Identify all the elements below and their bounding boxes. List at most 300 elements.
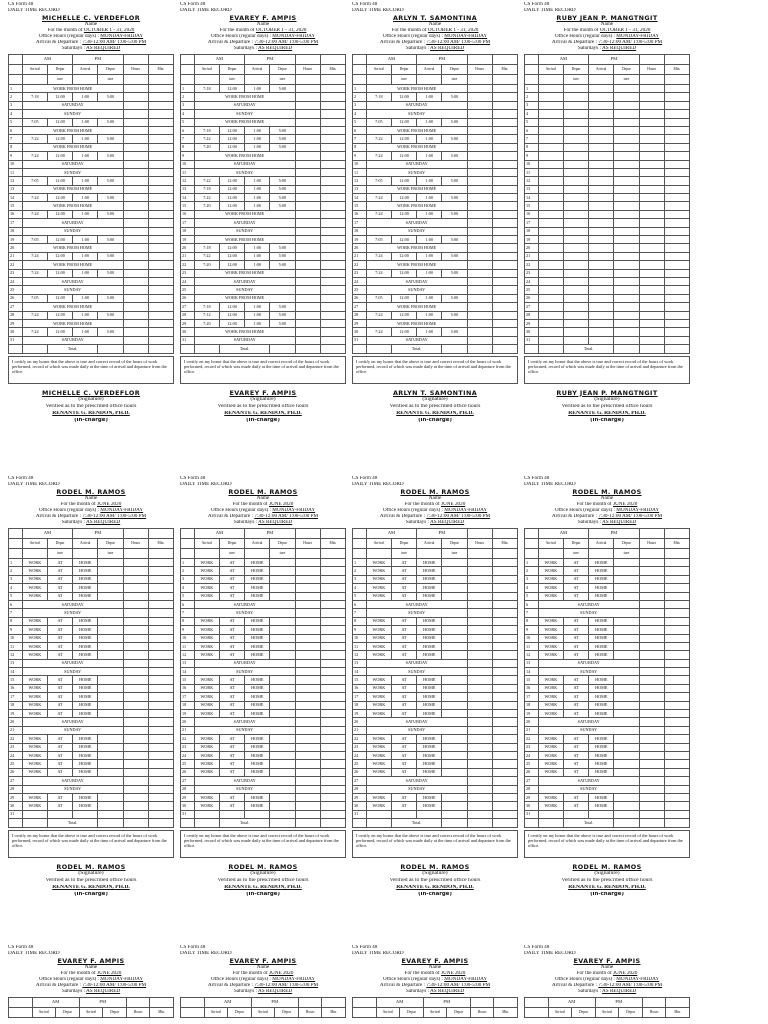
at-label: AT <box>47 701 72 709</box>
saturday-label: SATURDAY <box>22 777 123 785</box>
day-row <box>181 311 346 319</box>
at-label: AT <box>563 626 588 634</box>
day-number: 2 <box>353 93 367 101</box>
dtr-card <box>180 2 346 425</box>
am-departure: 12:00 <box>391 118 416 126</box>
header-pm: PM <box>417 529 467 539</box>
day-number: 21 <box>353 252 367 260</box>
verified-label: Verified as to the prescribed office hours <box>389 403 481 409</box>
day-row <box>181 575 346 583</box>
am-departure: 12:00 <box>391 210 416 218</box>
day-number: 15 <box>353 202 367 210</box>
saturdays-label: Saturdays : <box>405 46 430 51</box>
at-label: AT <box>391 575 416 583</box>
at-label: AT <box>391 559 416 567</box>
at-label: AT <box>47 710 72 718</box>
day-row <box>181 735 346 743</box>
day-row <box>9 575 174 583</box>
work-label: WORK <box>538 684 563 692</box>
am-departure: 12:00 <box>219 126 244 134</box>
day-number: 18 <box>9 701 23 709</box>
day-number: 2 <box>525 93 539 101</box>
day-row <box>9 160 174 168</box>
day-number: 17 <box>181 219 195 227</box>
day-row <box>181 609 346 617</box>
verified-label: Verified as to the prescribed office hours <box>45 877 137 883</box>
pm-departure: 5:00 <box>270 126 295 134</box>
col-depar: Depar <box>98 65 123 75</box>
col-hours: Hours <box>639 65 664 75</box>
col-depar: Depar <box>442 65 467 75</box>
home-label: HOME <box>589 760 614 768</box>
arrival-value: 7:30-12:00 AM/ 1:00-5:00 PM <box>254 514 319 519</box>
col-hours: Hours <box>298 1008 322 1018</box>
day-number: 19 <box>9 710 23 718</box>
day-row <box>525 642 690 650</box>
work-label: WORK <box>538 760 563 768</box>
arrival-time: 7:12 <box>194 311 219 319</box>
saturday-label: SATURDAY <box>22 336 123 344</box>
am-departure: 12:00 <box>47 311 72 319</box>
day-number: 19 <box>525 710 539 718</box>
work-from-home-label: WORK FROM HOME <box>366 319 467 327</box>
saturday-label: SATURDAY <box>22 600 123 608</box>
day-row <box>181 710 346 718</box>
day-number: 7 <box>353 135 367 143</box>
col-depar: Depar <box>614 539 639 549</box>
signatory-name: RODEL M. RAMOS <box>400 863 470 871</box>
work-from-home-label: WORK FROM HOME <box>194 269 295 277</box>
day-number: 28 <box>353 311 367 319</box>
day-number: 28 <box>9 785 23 793</box>
day-number: 6 <box>181 600 195 608</box>
day-number: 9 <box>525 152 539 160</box>
am-departure: 12:00 <box>391 177 416 185</box>
home-label: HOME <box>73 584 98 592</box>
col-depar: Depar <box>270 65 295 75</box>
day-row <box>353 252 518 260</box>
day-number: 12 <box>525 651 539 659</box>
certification-text: I certify on my honor that the above is true and correct record of the hours of work performed, record of which was made daily at the time of arrival and departure from the office. <box>524 356 690 384</box>
work-label: WORK <box>538 567 563 575</box>
day-row <box>9 202 174 210</box>
month-prefix: For the month of <box>391 28 427 33</box>
day-number: 18 <box>525 701 539 709</box>
arrival-time: 7:24 <box>366 269 391 277</box>
verifier-name: RENANTE G. RENDON, PH.D. <box>52 884 130 890</box>
form-title: DAILY TIME RECORD <box>8 482 60 487</box>
pm-departure: 5:00 <box>270 202 295 210</box>
col-ture: ture <box>391 549 416 559</box>
day-number: 17 <box>9 219 23 227</box>
arrival-time: 7:22 <box>22 135 47 143</box>
day-number: 3 <box>353 575 367 583</box>
day-number: 5 <box>181 118 195 126</box>
day-number: 31 <box>9 810 23 818</box>
work-label: WORK <box>194 768 219 776</box>
day-number: 13 <box>353 185 367 193</box>
saturday-label: SATURDAY <box>366 336 467 344</box>
home-label: HOME <box>73 642 98 650</box>
at-label: AT <box>47 651 72 659</box>
home-label: HOME <box>417 634 442 642</box>
day-row <box>525 659 690 667</box>
day-number: 18 <box>9 227 23 235</box>
day-row <box>9 567 174 575</box>
day-number: 26 <box>353 294 367 302</box>
office-hours-value: MONDAY-FRIDAY <box>616 34 660 39</box>
col-arrival: Arrival <box>366 539 391 549</box>
time-record-table <box>180 997 346 1018</box>
arrival-time: 7:18 <box>22 93 47 101</box>
day-number: 9 <box>9 152 23 160</box>
saturdays-label: Saturdays : <box>577 989 602 994</box>
day-row <box>9 735 174 743</box>
home-label: HOME <box>589 793 614 801</box>
pm-departure: 5:00 <box>442 93 467 101</box>
signature-block <box>8 390 174 425</box>
total-label: Total. <box>391 345 441 353</box>
pm-departure: 5:00 <box>270 244 295 252</box>
at-label: AT <box>219 684 244 692</box>
day-number: 11 <box>525 168 539 176</box>
sunday-label: SUNDAY <box>366 785 467 793</box>
day-row <box>181 236 346 244</box>
day-row <box>525 684 690 692</box>
arrival-time: 7:24 <box>22 152 47 160</box>
month-prefix: For the month of <box>47 28 83 33</box>
day-number: 15 <box>525 676 539 684</box>
day-number: 16 <box>9 210 23 218</box>
day-row <box>9 592 174 600</box>
col-depar: Depar <box>219 539 244 549</box>
arrival-time: 7:05 <box>22 236 47 244</box>
pm-departure: 5:00 <box>442 328 467 336</box>
time-record-table <box>524 528 690 828</box>
at-label: AT <box>391 735 416 743</box>
work-label: WORK <box>538 751 563 759</box>
at-label: AT <box>391 710 416 718</box>
col-ture: ture <box>219 75 244 85</box>
at-label: AT <box>563 592 588 600</box>
pm-departure: 5:00 <box>442 135 467 143</box>
day-number: 25 <box>181 760 195 768</box>
name-label: Name <box>84 22 98 27</box>
header-pm: PM <box>423 998 470 1008</box>
signature-label: (Signature) <box>250 870 276 876</box>
home-label: HOME <box>417 584 442 592</box>
day-row <box>181 118 346 126</box>
day-row <box>181 126 346 134</box>
day-number: 25 <box>353 286 367 294</box>
home-label: HOME <box>245 559 270 567</box>
home-label: HOME <box>73 710 98 718</box>
day-number: 30 <box>525 328 539 336</box>
day-number: 11 <box>9 642 23 650</box>
saturday-label: SATURDAY <box>194 718 295 726</box>
home-label: HOME <box>245 684 270 692</box>
day-row <box>525 735 690 743</box>
col-ture: ture <box>614 549 639 559</box>
name-label: Name <box>256 496 270 501</box>
col-mins: Min. <box>150 1008 174 1018</box>
day-number: 21 <box>525 252 539 260</box>
col-ture: ture <box>614 75 639 85</box>
day-row <box>9 676 174 684</box>
work-label: WORK <box>22 634 47 642</box>
at-label: AT <box>563 743 588 751</box>
at-label: AT <box>391 642 416 650</box>
day-number: 29 <box>181 793 195 801</box>
col-depar: Depar <box>56 1008 80 1018</box>
day-row <box>181 726 346 734</box>
header-pm: PM <box>417 55 467 65</box>
saturdays-line <box>352 46 518 52</box>
day-row <box>525 110 690 118</box>
day-row <box>181 328 346 336</box>
am-departure: 12:00 <box>47 294 72 302</box>
day-row <box>353 802 518 810</box>
day-number: 15 <box>9 202 23 210</box>
header-am: AM <box>366 55 416 65</box>
at-label: AT <box>391 793 416 801</box>
time-record-table <box>524 997 690 1018</box>
arrival-value: 7:30-12:00 AM/ 1:00-5:00 PM <box>82 514 147 519</box>
day-row <box>9 802 174 810</box>
certification-text: I certify on my honor that the above is true and correct record of the hours of work performed, record of which was made daily at the time of arrival and departure from the office. <box>352 356 518 384</box>
work-from-home-label: WORK FROM HOME <box>366 126 467 134</box>
incharge-label: (In-charge) <box>418 417 452 423</box>
month-value: OCTOBER 1 - 31, 2020 <box>83 28 135 33</box>
day-number: 20 <box>525 718 539 726</box>
home-label: HOME <box>245 567 270 575</box>
day-row <box>9 118 174 126</box>
col-ture: ture <box>219 549 244 559</box>
day-number: 26 <box>9 768 23 776</box>
pm-arrival: 1:00 <box>245 143 270 151</box>
office-hours-value: MONDAY-FRIDAY <box>272 508 316 513</box>
day-row <box>181 760 346 768</box>
at-label: AT <box>391 760 416 768</box>
form-title: DAILY TIME RECORD <box>524 482 576 487</box>
home-label: HOME <box>417 575 442 583</box>
col-ture: ture <box>442 75 467 85</box>
pm-arrival: 1:00 <box>417 135 442 143</box>
col-depar: Depar <box>572 1008 596 1018</box>
day-row <box>525 202 690 210</box>
signature-block <box>8 864 174 899</box>
day-row <box>181 559 346 567</box>
saturday-label: SATURDAY <box>366 600 467 608</box>
at-label: AT <box>563 760 588 768</box>
work-label: WORK <box>538 592 563 600</box>
saturdays-label: Saturdays : <box>405 520 430 525</box>
saturdays-line <box>524 520 690 526</box>
work-label: WORK <box>366 710 391 718</box>
day-row <box>181 93 346 101</box>
month-value: JUNE 2020 <box>440 502 466 507</box>
form-title: DAILY TIME RECORD <box>352 482 404 487</box>
work-label: WORK <box>366 617 391 625</box>
day-row <box>353 777 518 785</box>
day-row <box>9 286 174 294</box>
signature-label: (Signature) <box>78 870 104 876</box>
day-number: 16 <box>181 684 195 692</box>
day-number: 2 <box>353 567 367 575</box>
day-number: 17 <box>9 693 23 701</box>
am-departure: 12:00 <box>391 93 416 101</box>
sunday-label: SUNDAY <box>22 286 123 294</box>
day-row <box>9 777 174 785</box>
home-label: HOME <box>245 743 270 751</box>
day-row <box>525 626 690 634</box>
day-number: 27 <box>353 303 367 311</box>
day-row <box>9 726 174 734</box>
home-label: HOME <box>73 735 98 743</box>
home-label: HOME <box>589 735 614 743</box>
signature-block <box>352 390 518 425</box>
col-depar: Depar <box>228 1008 252 1018</box>
pm-arrival: 1:00 <box>245 135 270 143</box>
day-row <box>353 277 518 285</box>
month-value: JUNE 2020 <box>440 971 466 976</box>
day-row <box>181 592 346 600</box>
day-number: 18 <box>353 701 367 709</box>
arrival-time: 7:24 <box>22 194 47 202</box>
day-row <box>353 592 518 600</box>
home-label: HOME <box>245 735 270 743</box>
sunday-label: SUNDAY <box>22 110 123 118</box>
incharge-label: (In-charge) <box>246 891 280 897</box>
work-label: WORK <box>22 735 47 743</box>
col-arrival: Arrival <box>538 539 563 549</box>
day-number: 12 <box>353 177 367 185</box>
day-row <box>353 617 518 625</box>
day-row <box>181 626 346 634</box>
office-hours-label: Office Hours (regular days) : <box>38 508 99 513</box>
day-row <box>181 810 346 818</box>
arrival-label: Arrival & Departure : <box>379 514 425 519</box>
work-label: WORK <box>366 751 391 759</box>
am-departure: 12:00 <box>47 236 72 244</box>
time-record-table <box>8 528 174 828</box>
pm-arrival: 1:00 <box>73 252 98 260</box>
dtr-card <box>352 476 518 899</box>
day-number: 20 <box>353 718 367 726</box>
office-hours-value: MONDAY-FRIDAY <box>444 508 488 513</box>
office-hours-label: Office Hours (regular days) : <box>210 34 271 39</box>
day-number: 24 <box>181 751 195 759</box>
col-depar: Depar <box>563 539 588 549</box>
day-row <box>181 135 346 143</box>
day-row <box>181 718 346 726</box>
pm-departure: 5:00 <box>98 194 123 202</box>
at-label: AT <box>47 751 72 759</box>
col-mins: Min. <box>322 1008 346 1018</box>
arrival-time: 7:20 <box>194 319 219 327</box>
name-label: Name <box>428 965 442 970</box>
work-label: WORK <box>22 768 47 776</box>
day-number: 1 <box>353 85 367 93</box>
pm-departure: 5:00 <box>270 143 295 151</box>
at-label: AT <box>219 760 244 768</box>
day-row <box>353 286 518 294</box>
at-label: AT <box>47 793 72 801</box>
am-departure: 12:00 <box>219 185 244 193</box>
certification-text: I certify on my honor that the above is true and correct record of the hours of work performed, record of which was made daily at the time of arrival and departure from the office. <box>8 356 174 384</box>
office-hours-value: MONDAY-FRIDAY <box>444 977 488 982</box>
header-am: AM <box>548 998 595 1008</box>
saturday-label: SATURDAY <box>366 718 467 726</box>
arrival-label: Arrival & Departure : <box>35 983 81 988</box>
day-number: 15 <box>9 676 23 684</box>
saturday-label: SATURDAY <box>22 160 123 168</box>
day-number: 19 <box>181 710 195 718</box>
day-row <box>525 668 690 676</box>
home-label: HOME <box>417 559 442 567</box>
verified-label: Verified as to the prescribed office hours <box>561 403 653 409</box>
pm-arrival: 1:00 <box>245 202 270 210</box>
day-number: 11 <box>353 168 367 176</box>
am-departure: 12:00 <box>391 194 416 202</box>
saturdays-value: AS REQUIRED <box>602 520 637 525</box>
verified-label: Verified as to the prescribed office hours <box>561 877 653 883</box>
saturdays-line <box>8 520 174 526</box>
day-number: 26 <box>9 294 23 302</box>
verifier-name: RENANTE G. RENDON, PH.D. <box>396 410 474 416</box>
pm-departure: 5:00 <box>442 311 467 319</box>
day-row <box>9 194 174 202</box>
office-hours-label: Office Hours (regular days) : <box>554 977 615 982</box>
day-row <box>525 168 690 176</box>
day-row <box>525 143 690 151</box>
work-label: WORK <box>538 642 563 650</box>
day-row <box>9 319 174 327</box>
signatory-name: RODEL M. RAMOS <box>228 863 298 871</box>
work-label: WORK <box>22 676 47 684</box>
day-row <box>181 227 346 235</box>
pm-arrival: 1:00 <box>417 294 442 302</box>
day-number: 23 <box>525 743 539 751</box>
signature-block <box>524 390 690 425</box>
col-arrival: Arrival <box>417 539 442 549</box>
day-row <box>9 634 174 642</box>
work-label: WORK <box>538 802 563 810</box>
day-row <box>181 684 346 692</box>
day-row <box>525 751 690 759</box>
day-number: 23 <box>9 269 23 277</box>
day-row <box>353 311 518 319</box>
work-from-home-label: WORK FROM HOME <box>22 126 123 134</box>
sunday-label: SUNDAY <box>22 726 123 734</box>
arrival-time: 7:18 <box>366 93 391 101</box>
arrival-value: 7:30-12:00 AM/ 1:00-5:00 PM <box>254 983 319 988</box>
work-label: WORK <box>22 617 47 625</box>
day-row <box>353 676 518 684</box>
header-am: AM <box>194 55 244 65</box>
form-number: CS Form 48 <box>352 476 378 481</box>
form-number: CS Form 48 <box>524 2 550 7</box>
day-row <box>9 126 174 134</box>
col-mins: Min. <box>320 65 345 75</box>
pm-arrival: 1:00 <box>417 93 442 101</box>
day-row <box>525 277 690 285</box>
work-from-home-label: WORK FROM HOME <box>366 261 467 269</box>
pm-departure: 5:00 <box>98 118 123 126</box>
sunday-label: SUNDAY <box>366 227 467 235</box>
form-title: DAILY TIME RECORD <box>352 8 404 13</box>
header-am: AM <box>204 998 251 1008</box>
